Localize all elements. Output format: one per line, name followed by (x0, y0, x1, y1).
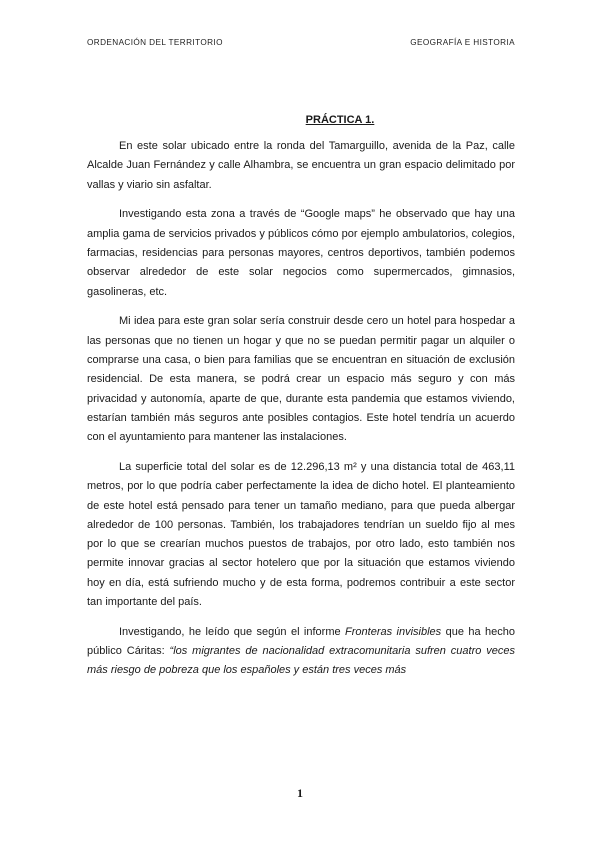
page-header (87, 38, 515, 47)
paragraph-5 (87, 623, 515, 681)
paragraph-4: La superficie total del solar es de 12.296,13 m² y una distancia total de 463,11 metros, por lo que podría caber perfectamente la idea de dicho hotel. El planteamiento de este hotel está pensado para tener un tamaño mediano, para que pueda albergar alrededor de 100 personas. También, los trabajadores tendrían un sueldo fijo al mes por lo que se crearían muchos puestos de trabajos, por otro lado, esto también nos permite innovar gracias al sector hotelero que por la situación que estamos viviendo hoy en día, está sufriendo mucho y de esta forma, podremos contribuir a este sector tan importante del país. (87, 460, 515, 609)
quote-text: “los migrantes de nacionalidad extracomunitaria sufren cuatro veces más riesgo de pobreza que los españoles y están tres veces más (87, 645, 515, 677)
document-title (0, 110, 600, 128)
report-title: Fronteras invisibles (345, 625, 442, 638)
title-text: PRÁCTICA 1. (305, 114, 375, 126)
header-right: GEOGRAFÍA E HISTORIA (410, 38, 515, 47)
page-number: 1 (297, 786, 303, 800)
paragraph-5-mid: que ha hecho público Cáritas: (87, 625, 515, 658)
header-left: ORDENACIÓN DEL TERRITORIO (87, 38, 223, 47)
paragraph-2: Investigando esta zona a través de “Google maps” he observado que hay una amplia gama de servicios privados y públicos cómo por ejemplo ambulatorios, colegios, farmacias, residencias para personas mayores, centros deportivos, también podemos observar alrededor de este solar negocios como supermercados, gimnasios, gasolineras, etc. (87, 208, 515, 298)
paragraph-3: Mi idea para este gran solar sería construir desde cero un hotel para hospedar a las personas que no tienen un hogar y que no se puedan permitir pagar un alquiler o comprarse una casa, o bien para familias que se encuentran en situación de exclusión residencial. De esta manera, se podrá crear un espacio más seguro y con más privacidad y autonomía, aparte de que, durante esta pandemia que estamos viviendo, estarían también más seguros ante posibles contagios. Este hotel tendría un acuerdo con el ayuntamiento para mantener las instalaciones. (87, 315, 515, 444)
paragraph-5-intro: Investigando, he leído que según el informe (119, 625, 346, 638)
paragraph-1: En este solar ubicado entre la ronda del Tamarguillo, avenida de la Paz, calle Alcalde Juan Fernández y calle Alhambra, se encuentra un gran espacio delimitado por vallas y viario sin asfaltar. (87, 140, 515, 191)
document-body (87, 137, 515, 681)
